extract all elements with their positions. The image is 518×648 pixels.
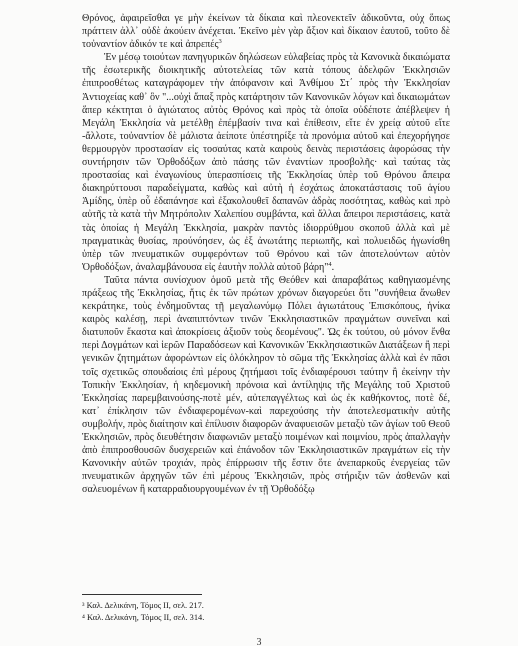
footnote-marker-4[interactable]: 4 [328,260,332,268]
footnote-divider [82,594,202,595]
paragraph-church-practice [82,274,450,497]
paragraph-2-text: Ἐν μέσῳ τοιούτων πανηγυρικῶν δηλώσεων εὐλαβείας πρὸς τὰ Κανονικὰ δικαιώματα τῆς ἐσωτερικῆς διοικητικῆς αὐτοτελείας τῶν κατὰ τόπους ἀδελφῶν Ἐκκλησιῶν ἐπιπροσθέτως καταγράφομεν τὴν ἀπόφανσιν καὶ Ἀνθίμου Στ΄ πρὸς τὴν Ἐκκλησίαν Ἀντιοχείας καθ᾽ ὃν "...οὐχὶ ἅπαξ πρὸς κατάρτησιν τῶν Κανονικῶν λόγων καὶ δικαιωμάτων ἅπερ κέκτηται ὁ ἁγιώτατος αὐτὸς Θρόνος καὶ πρὸς τὰ ὁποῖα οὐδέποτε ἀπέβλεψεν ἡ Μεγάλη Ἐκκλησία νὰ μετέλθῃ ἐπέμβασίν τινα καὶ ἐπίθεσιν, εἴτε ἐν χρείᾳ αὐτοῦ εἴτε -ἄλλοτε, τοὐναντίον δὲ μάλιστα ἀείποτε ὑπέστηρίξε τὰ προνόμια αὐτοῦ καὶ ἐπεχορήγησε θερμουργὸν προστασίαν εἰς τοσαύτας κατὰ καιροὺς δεινὰς περιστάσεις ἀφορώσας τὴν συντήρησιν τῶν Ὀρθοδόξων ἀπὸ πάσης τῶν ἐναντίων προσβολῆς· καὶ ταύτας τὰς προστασίας καὶ ἐναγωνίους ὑπερασπίσεις τῆς Ἐκκλησίας ὑπὲρ τοῦ Θρόνου ἄπειρα διακηρύττουσι παραδείγματα, καθὼς καὶ αὐτὴ ἡ ἐσχάτως ἀποκατάστασις τοῦ ἁγίου Ἀμίδης, ὑπὲρ οὗ ἐδαπάνησε καὶ ἐξακολουθεῖ δαπανῶν ἁδρὰς ποσότητας, καθὼς καὶ πρὸ αὐτῆς τὰ κατὰ τὴν Μητρόπολιν Χαλεπίου συμβάντα, καὶ ἄλλαι ἄπειροι περιστάσεις, κατὰ τὰς ὁποίας ἡ Μεγάλη Ἐκκλησία, μακρὰν παντὸς ἰδιορρύθμου σκοποῦ ἀλλὰ καὶ μὲ πραγματικὰς θυσίας, προύνόησεν, ὡς ἐξ ἀνωτάτης περιωπῆς, καὶ πολυειδῶς ἠγωνίσθη ὑπὲρ τῶν πνευματικῶν συμφερόντων τοῦ Θρόνου καὶ τῶν ἀποτελούντων αὐτὸν Ὀρθοδόξων, ἀναλαμβάνουσα εἰς ἑαυτὴν πολλὰ αὐτοῦ βάρη" [82,52,450,273]
body-text [82,12,450,496]
footnotes [82,600,450,623]
page-number: 3 [256,637,262,648]
paragraph-anthimos-quote: Ἐν μέσῳ τοιούτων πανηγυρικῶν δηλώσεων εὐλαβείας πρὸς τὰ Κανονικὰ δικαιώματα τῆς ἐσωτερικῆς διοικητικῆς αὐτοτελείας τῶν κατὰ τόπους ἀδελφῶν Ἐκκλησιῶν ἐπιπροσθέτως καταγράφομεν τὴν ἀπόφανσιν καὶ Ἀνθίμου Στ΄ πρὸς τὴν Ἐκκλησίαν Ἀντιοχείας καθ᾽ ὃν "...οὐχὶ ἅπαξ πρὸς κατάρτησιν τῶν Κανονικῶν λόγων καὶ δικαιωμάτων ἅπερ κέκτηται ὁ ἁγιώτατος αὐτὸς Θρόνος καὶ πρὸς τὰ ὁποῖα οὐδέποτε ἀπέβλεψεν ἡ Μεγάλη Ἐκκλησία νὰ μετέλθῃ ἐπέμβασίν τινα καὶ ἐπίθεσιν, εἴτε ἐν χρείᾳ αὐτοῦ εἴτε -ἄλλοτε, τοὐναντίον δὲ μάλιστα ἀείποτε ὑπέστηρίξε τὰ προνόμια αὐτοῦ καὶ ἐπεχορήγησε θερμουργὸν προστασίαν εἰς τοσαύτας κατὰ καιροὺς δεινὰς περιστάσεις ἀφορώσας τὴν συντήρησιν τῶν Ὀρθοδόξων ἀπὸ πάσης τῶν ἐναντίων προσβολῆς· καὶ ταύτας τὰς προστασίας καὶ ἐναγωνίους ὑπερασπίσεις τῆς Ἐκκλησίας ὑπὲρ τοῦ Θρόνου ἄπειρα διακηρύττουσι παραδείγματα, καθὼς καὶ αὐτὴ ἡ ἐσχάτως ἀποκατάστασις τοῦ ἁγίου Ἀμίδης, ὑπὲρ οὗ ἐδαπάνησε καὶ ἐξακολουθεῖ δαπανῶν ἁδρὰς ποσότητας, καθὼς καὶ πρὸ αὐτῆς τὰ κατὰ τὴν Μητρόπολιν Χαλεπίου συμβάντα, καὶ ἄλλαι ἄπειροι περιστάσεις, κατὰ τὰς ὁποίας ἡ Μεγάλη Ἐκκλησία, μακρὰν παντὸς ἰδιορρύθμου σκοποῦ ἀλλὰ καὶ μὲ πραγματικὰς θυσίας, προύνόησεν, ὡς ἐξ ἀνωτάτης περιωπῆς, καὶ πολυειδῶς ἠγωνίσθη ὑπὲρ τῶν πνευματικῶν συμφερόντων τοῦ Θρόνου καὶ τῶν ἀποτελούντων αὐτὸν Ὀρθοδόξων, ἀναλαμβάνουσα εἰς ἑαυτὴν πολλὰ αὐτοῦ βάρη"$^4$. [82,52,450,273]
paragraph-1-text: Θρόνος, ἀφαιρεῖσθαι γε μὴν ἐκείνων τὰ δίκαια καὶ πλεονεκτεῖν ἀδικοῦντα, οὐχ ὅπως πράττειν ἀλλ᾽ οὐδὲ ἀκούειν ἀνέχεται. Ἐκεῖνο μὲν γὰρ ἄξιον καὶ δίκαιον ἑαυτοῦ, τοῦτο δὲ τοὐναντίον ἀδικόν τε καὶ ἀπρεπές [82,13,450,51]
footnote-4: ⁴ Καλ. Δελικάνη, Τόμος ΙΙ, σελ. 314. [82,612,205,622]
footnote-3: ³ Καλ. Δελικάνη, Τόμος ΙΙ, σελ. 217. [82,601,204,610]
paragraph-3-text: Ταῦτα πάντα συνίσχυον ὁμοῦ μετὰ τῆς Θεόθεν καὶ ἀπαραβάτως καθηγιασμένης πράξεως τῆς Ἐκκλησίας, ἥτις ἐκ τῶν πρώτων χρόνων διαγορεύει ὅτι "συνήθεια ἄνωθεν κεκράτηκε, τοὺς ἐνδημοῦντας τῇ μεγαλωνύμῳ Πόλει ἁγιωτάτους Ἐπισκόπους, ἡνίκα καιρὸς καλέσῃ, περὶ ἀναπιπτόντων τινῶν Ἐκκλησιαστικῶν πραγμάτων συνεῖναι καὶ διατυποῦν ἕκαστα καὶ ἀποκρίσεις ἀξιοῦν τοὺς δεομένους". Ὡς ἐκ τούτου, οὐ μόνον ἔνθα περὶ Δογμάτων καὶ ἱερῶν Παραδόσεων καὶ Κανονικῶν Ἐκκλησιαστικῶν Διατάξεων ἢ περὶ γενικῶν ζητημάτων ἀφορώντων εἰς ὁλόκληρον τὸ σῶμα τῆς Ἐκκλησίας ἀλλὰ καὶ ἐν πᾶσι τοῖς σχετικῶς σπουδαίοις ἐπὶ μέρους ζητήμασι τοῖς ἐνδιαφέρουσι ταύτην ἢ ἐκείνην τὴν Τοπικὴν Ἐκκλησίαν, ἡ κηδεμονικὴ πρόνοια καὶ ἀντίληψις τῆς Μεγάλης τοῦ Χριστοῦ Ἐκκλησίας παρεμβαινούσης-ποτὲ μέν, αὐτεπαγγέλτως καὶ ὡς ἐκ καθήκοντος, ποτὲ δέ, κατ᾽ ἐπίκλησιν τῶν ἐνδιαφερομένων-καὶ παρεχούσης τὴν ἀποτελεσματικὴν αὐτῆς συμβολήν, πρὸς διαίτησιν καὶ ἐπίλυσιν διαφορῶν ἀναφυεισῶν μεταξὺ τῶν ἁγίων τοῦ Θεοῦ Ἐκκλησιῶν, πρὸς διευθέτησιν διαφωνιῶν μεταξὺ ποιμένων καὶ ποιμνίου, πρὸς ἀπαλλαγὴν ἀπὸ ἐπιπροσθουσῶν δυσχερειῶν καὶ ἐπάνοδον τῶν Ἐκκλησιαστικῶν πραγμάτων εἰς τὴν Κανονικὴν αὐτῶν τροχιάν, πρὸς ἐπίρρωσιν τῆς ἔστιν ὅτε ἀνεπαρκοῦς ἐνεργείας τῶν πνευματικῶν ἀρχηγῶν τῶν ἐπὶ μέρους Ἐκκλησιῶν, πρὸς στήριξιν τῶν ἀσθενῶν καὶ σαλευομένων ἢ καταρραδιουργουμένων ἐν τῇ Ὀρθοδόξῳ [82,274,450,496]
paragraph-continued [82,12,450,51]
footnote-marker-3[interactable]: 3 [218,38,222,46]
